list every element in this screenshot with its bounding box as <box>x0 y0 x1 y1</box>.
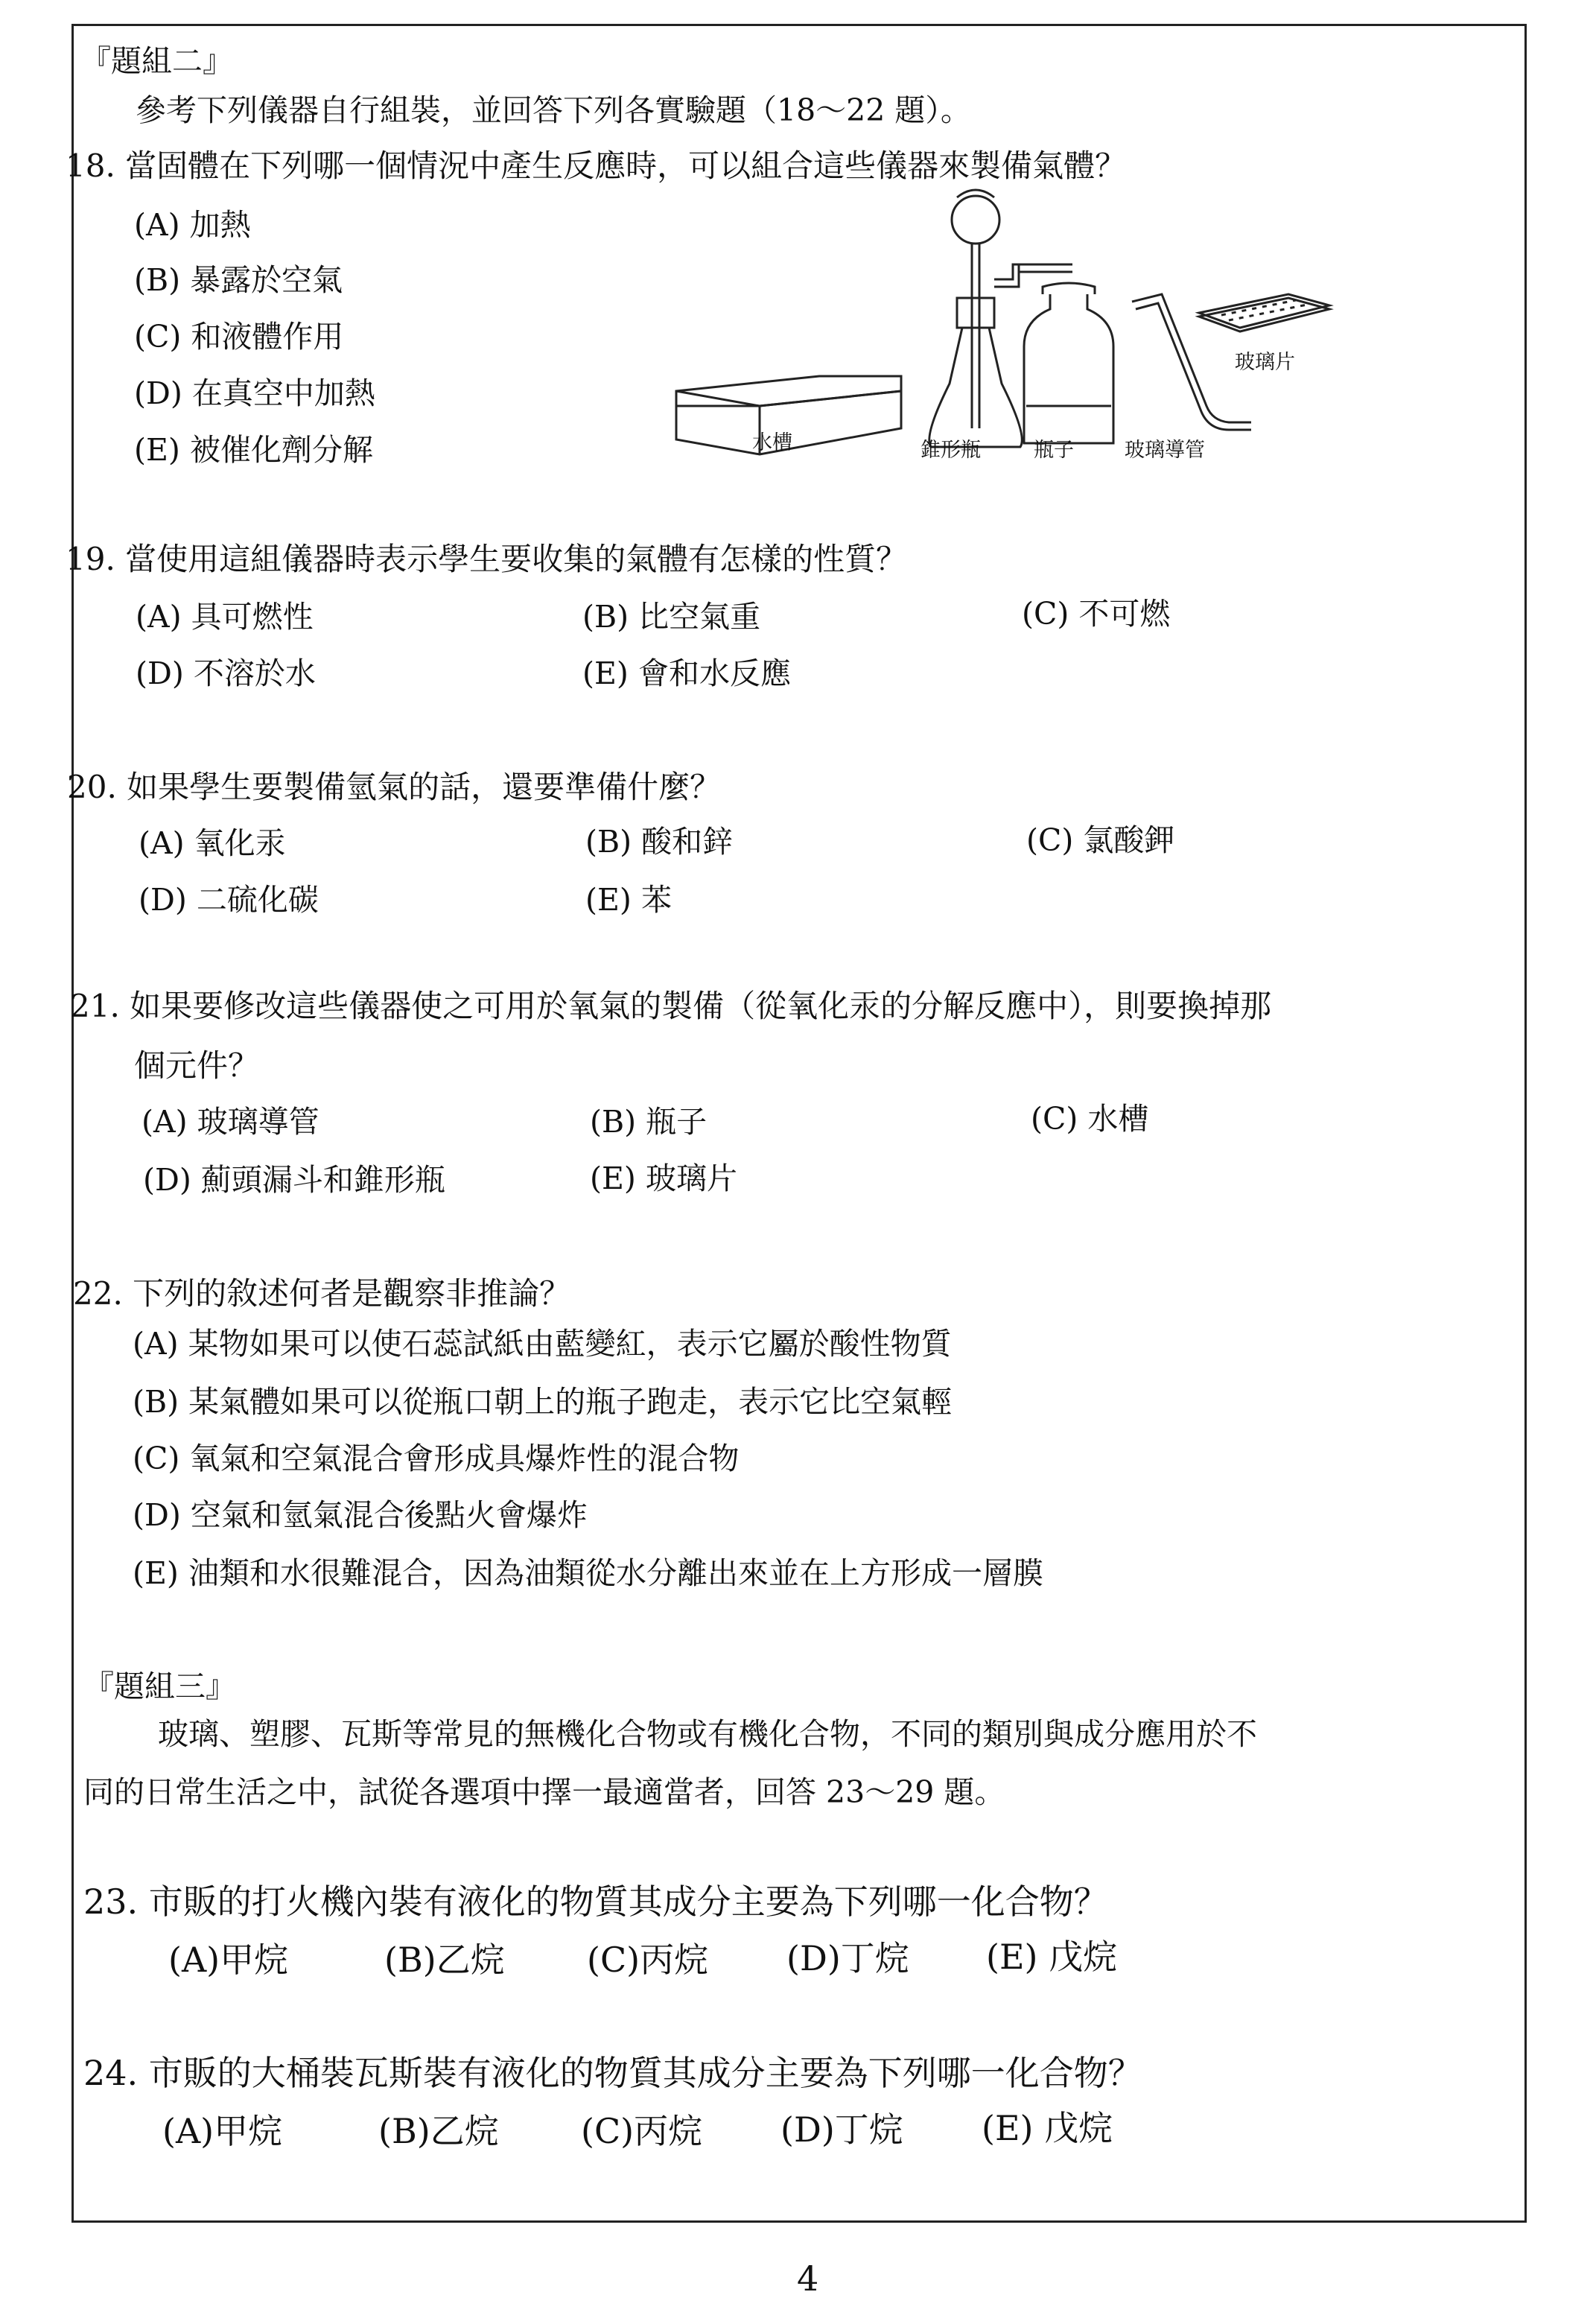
q23-option-a: (A)甲烷 <box>168 1940 289 1980</box>
q21-option-b: (B) 瓶子 <box>590 1104 708 1140</box>
q20-option-b: (B) 酸和鋅 <box>585 824 734 860</box>
q23-option-b: (B)乙烷 <box>384 1940 505 1980</box>
q21-option-e: (E) 玻璃片 <box>590 1161 737 1196</box>
q20-option-e: (E) 苯 <box>585 882 672 918</box>
q24-option-c: (C)丙烷 <box>581 2111 703 2151</box>
q23-stem: 23. 市販的打火機內裝有液化的物質其成分主要為下列哪一化合物？ <box>83 1882 1108 1922</box>
q18-option-b: (B) 暴露於空氣 <box>134 262 343 298</box>
group2-title: 『題組二』 <box>80 43 233 79</box>
q24-stem: 24. 市販的大桶裝瓦斯裝有液化的物質其成分主要為下列哪一化合物？ <box>83 2053 1142 2093</box>
q20-option-d: (D) 二硫化碳 <box>139 882 319 918</box>
q18-option-e: (E) 被催化劑分解 <box>134 432 373 468</box>
q19-stem: 19. 當使用這組儀器時表示學生要收集的氣體有怎樣的性質？ <box>66 541 908 577</box>
group3-intro-line2: 同的日常生活之中，試從各選項中擇一最適當者，回答 23～29 題。 <box>83 1774 1005 1810</box>
q21-option-c: (C) 水槽 <box>1031 1101 1149 1137</box>
page-number: 4 <box>797 2258 819 2299</box>
q21-option-a: (A) 玻璃導管 <box>142 1104 319 1140</box>
q23-option-d: (D)丁烷 <box>786 1938 909 1978</box>
q22-option-e: (E) 油類和水很難混合，因為油類從水分離出來並在上方形成一層膜 <box>133 1555 1043 1591</box>
q19-option-e: (E) 會和水反應 <box>582 655 791 691</box>
q22-option-d: (D) 空氣和氫氣混合後點火會爆炸 <box>133 1497 588 1533</box>
label-bottle: 瓶子 <box>1034 439 1074 462</box>
q18-stem: 18. 當固體在下列哪一個情況中產生反應時，可以組合這些儀器來製備氣體？ <box>66 147 1127 184</box>
group3-title: 『題組三』 <box>83 1669 236 1704</box>
q22-stem: 22. 下列的敘述何者是觀察非推論？ <box>73 1275 571 1312</box>
glass-plate-drawing <box>1199 294 1329 331</box>
q24-option-a: (A)甲烷 <box>162 2111 283 2151</box>
label-glass-plate: 玻璃片 <box>1235 351 1295 374</box>
q23-option-c: (C)丙烷 <box>587 1940 709 1980</box>
q22-option-c: (C) 氧氣和空氣混合會形成具爆炸性的混合物 <box>133 1441 740 1476</box>
label-flask: 錐形瓶 <box>920 439 981 462</box>
q22-option-b: (B) 某氣體如果可以從瓶口朝上的瓶子跑走，表示它比空氣輕 <box>133 1384 953 1420</box>
q19-option-c: (C) 不可燃 <box>1022 596 1171 632</box>
q19-option-a: (A) 具可燃性 <box>136 599 314 635</box>
q20-option-c: (C) 氯酸鉀 <box>1026 822 1175 858</box>
q18-option-d: (D) 在真空中加熱 <box>134 375 375 411</box>
q24-option-b: (B)乙烷 <box>378 2111 499 2151</box>
q18-option-a: (A) 加熱 <box>134 207 251 243</box>
q24-option-d: (D)丁烷 <box>780 2109 903 2150</box>
q18-option-c: (C) 和液體作用 <box>134 319 344 355</box>
q21-option-d: (D) 薊頭漏斗和錐形瓶 <box>143 1162 445 1198</box>
group3-intro-line1: 玻璃、塑膠、瓦斯等常見的無機化合物或有機化合物，不同的類別與成分應用於不 <box>158 1716 1257 1752</box>
bottle-drawing <box>1024 283 1113 443</box>
glass-tube-drawing <box>1132 294 1251 430</box>
q22-option-a: (A) 某物如果可以使石蕊試紙由藍變紅，表示它屬於酸性物質 <box>133 1326 952 1362</box>
label-water-trough: 水槽 <box>752 431 792 454</box>
q23-option-e: (E) 戊烷 <box>986 1937 1118 1977</box>
label-glass-tube: 玻璃導管 <box>1125 439 1205 462</box>
q21-stem: 21. 如果要修改這些儀器使之可用於氧氣的製備（從氧化汞的分解反應中），則要換掉那 <box>70 988 1272 1024</box>
q24-option-e: (E) 戊烷 <box>982 2108 1113 2148</box>
q20-option-a: (A) 氧化汞 <box>139 825 286 861</box>
q19-option-b: (B) 比空氣重 <box>582 599 761 635</box>
group2-intro: 參考下列儀器自行組裝，並回答下列各實驗題（18～22 題）。 <box>136 92 971 128</box>
q19-option-d: (D) 不溶於水 <box>136 655 316 691</box>
q21-stem-continued: 個元件？ <box>134 1047 260 1084</box>
q20-stem: 20. 如果學生要製備氫氣的話，還要準備什麼？ <box>67 769 722 805</box>
flask-drawing <box>929 190 1072 447</box>
